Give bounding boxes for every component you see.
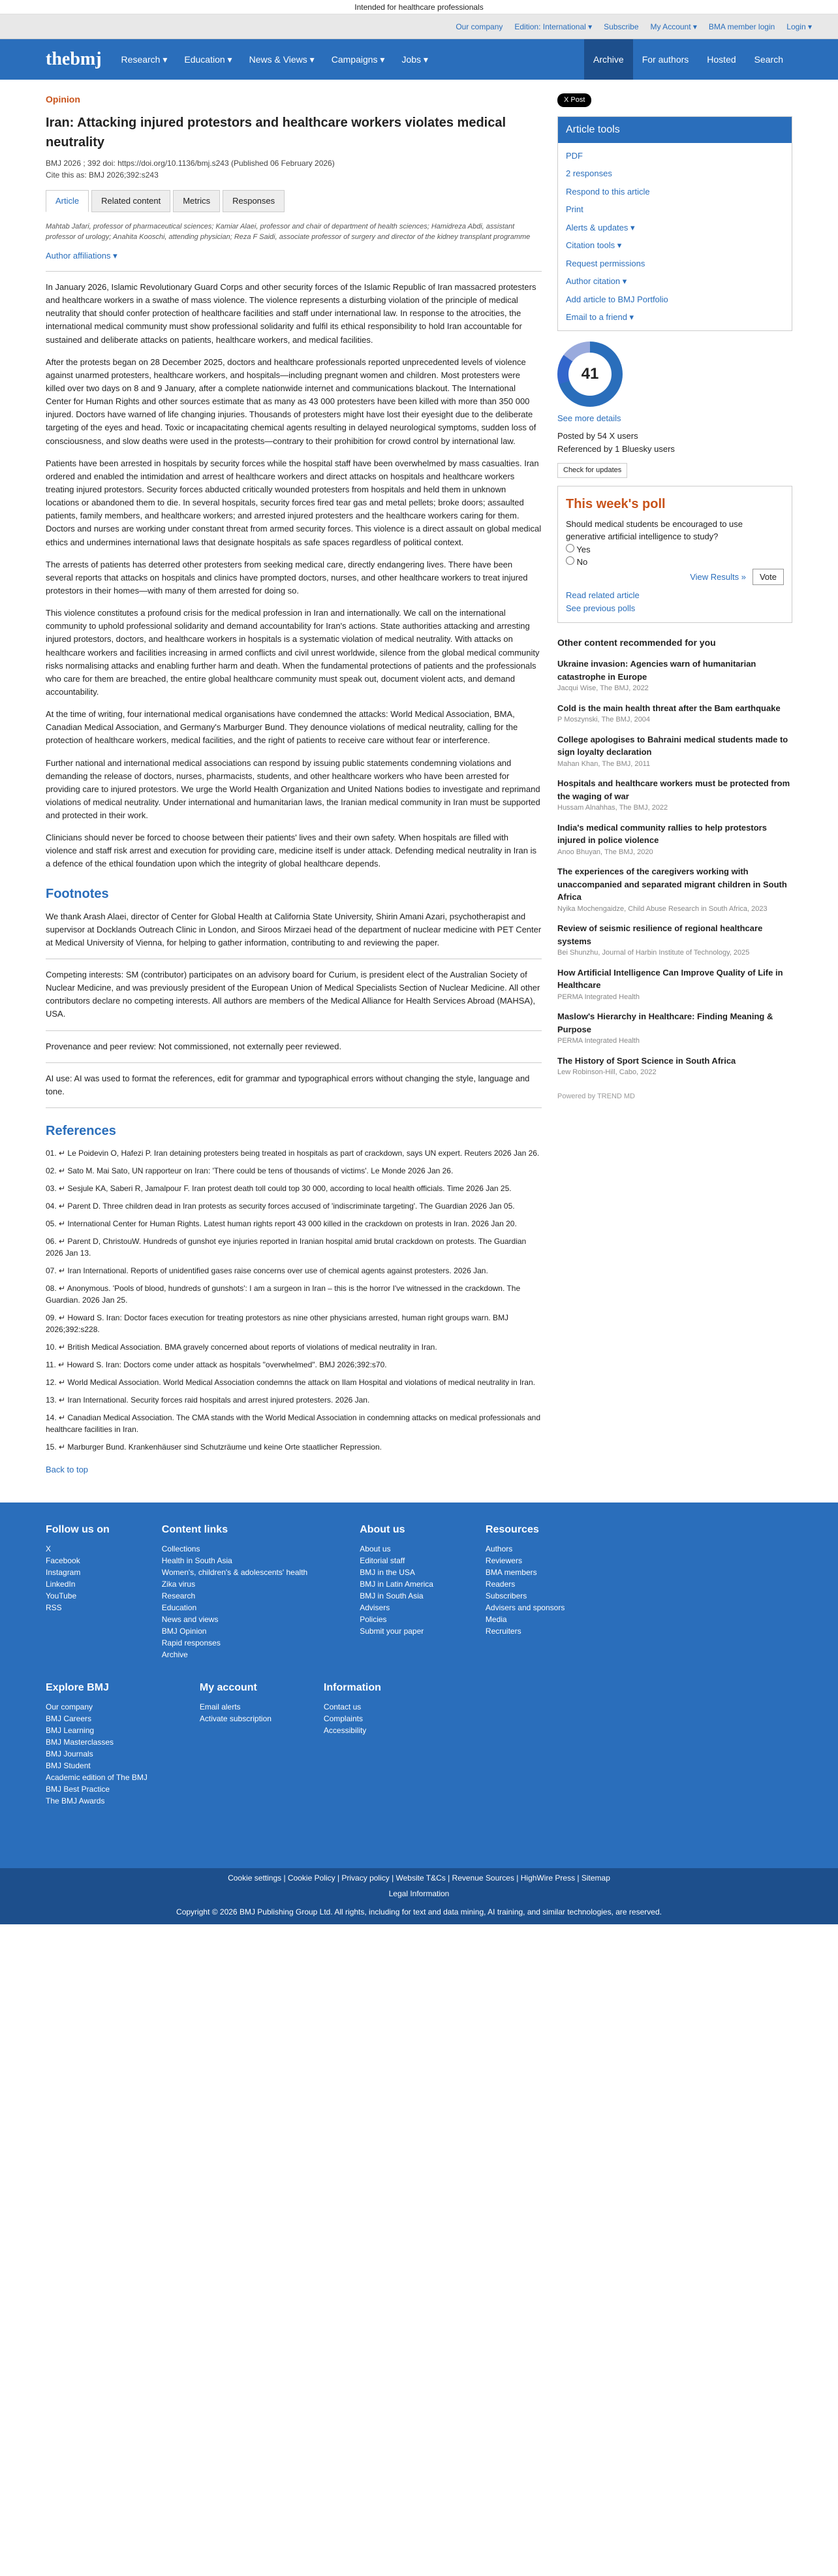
tab[interactable]: Responses: [223, 190, 285, 212]
reference-item[interactable]: 06. ↵ Parent D, ChristouW. Hundreds of gunshot eye injuries reported in Iranian hospital amid brutal crackdown on protests. The Guardian 2026 Jan 13.: [46, 1237, 527, 1258]
recommended-meta: Bei Shunzhu, Journal of Harbin Institute of Technology, 2025: [557, 949, 750, 957]
reference-item[interactable]: 07. ↵ Iran International. Reports of unidentified gases raise concerns over use of chemical agents against protesters. 2026 Jan.: [46, 1266, 488, 1276]
reference-item[interactable]: 02. ↵ Sato M. Mai Sato, UN rapporteur on Iran: 'There could be tens of thousands of victims'. Le Monde 2026 Jan 26.: [46, 1166, 454, 1176]
footer-link[interactable]: YouTube: [46, 1591, 77, 1600]
related-article-link[interactable]: Read related article: [566, 590, 640, 600]
recommended-heading: Other content recommended for you: [557, 637, 716, 648]
poll-question: Should medical students be encouraged to use generative artificial intelligence to study?: [566, 518, 743, 541]
utility-link[interactable]: Our company: [456, 22, 503, 31]
nav-item[interactable]: News & Views ▾: [249, 54, 315, 65]
footnotes-heading: Footnotes: [46, 886, 109, 901]
altmetric-score: 41: [568, 353, 612, 396]
nav-item[interactable]: Jobs ▾: [401, 54, 428, 65]
nav-item[interactable]: Campaigns ▾: [331, 54, 385, 65]
footer-link[interactable]: BMJ in the USA: [360, 1567, 415, 1577]
poll-no-label: No: [576, 557, 588, 567]
recommended-title[interactable]: The History of Sport Science in South Africa: [557, 1055, 736, 1066]
recommended-meta: Lew Robinson-Hill, Cabo, 2022: [557, 1068, 657, 1076]
author-affiliations-toggle[interactable]: Author affiliations ▾: [46, 250, 117, 261]
vote-button[interactable]: Vote: [753, 569, 784, 586]
footer-link[interactable]: Education: [161, 1602, 197, 1612]
nav-right-item[interactable]: For authors: [642, 54, 689, 65]
article-tools: [557, 116, 792, 331]
footer-heading: Follow us on: [46, 1523, 110, 1535]
recommended-title[interactable]: How Artificial Intelligence Can Improve Quality of Life in Healthcare: [557, 967, 783, 990]
poll-yes-label: Yes: [576, 544, 591, 554]
nav-right-item[interactable]: Archive: [584, 39, 633, 80]
poll-yes-radio[interactable]: [566, 544, 574, 552]
footer-column: [200, 1680, 272, 1807]
footer-link[interactable]: Submit your paper: [360, 1626, 424, 1636]
utility-link[interactable]: My Account ▾: [650, 22, 697, 31]
recommended-title[interactable]: India's medical community rallies to help protestors injured in police violence: [557, 822, 767, 845]
altmetric-badge[interactable]: [557, 342, 623, 407]
footer-link[interactable]: Our company: [46, 1702, 93, 1711]
footer-link[interactable]: Research: [161, 1591, 196, 1600]
acknowledgements: We thank Arash Alaei, director of Center for Global Health at California State University, Shirin Amani Azari, psychotherapist and supervisor at Docklands Outreach Clinic in London, and Siroos Mirzaei head of the department of nuclear medicine with PET Center at Medical University of Vienna, for helping to gather information, contributing to and reviewing the paper.: [46, 911, 542, 947]
reference-item[interactable]: 11. ↵ Howard S. Iran: Doctors come under attack as hospitals "overwhelmed". BMJ 2026;392:s70.: [46, 1360, 387, 1370]
footer-link[interactable]: Reviewers: [485, 1555, 522, 1565]
footer-link[interactable]: BMA members: [485, 1567, 537, 1577]
footer-link[interactable]: BMJ Learning: [46, 1725, 95, 1735]
footer-column: [486, 1522, 565, 1661]
ai-use: AI use: AI was used to format the references, edit for grammar and typographical errors without changing the style, language and tone.: [46, 1073, 530, 1096]
nav-right-item[interactable]: Hosted: [707, 54, 736, 65]
body-paragraph: Clinicians should never be forced to choose between their patients' lives and their own safety. When hospitals are filled with violence and staff risk arrest and execution for providing care, medicine itself is under attack. Defending medical neutrality in Iran is a defence of the ethical foundation upon which the integrity of global healthcare depends.: [46, 833, 536, 869]
footer-heading: Resources: [485, 1523, 539, 1535]
article-tool-item[interactable]: Add article to BMJ Portfolio: [566, 294, 668, 304]
utility-link[interactable]: BMA member login: [708, 22, 775, 31]
utility-link[interactable]: Login ▾: [786, 22, 812, 31]
article-tool-item[interactable]: Author citation ▾: [566, 276, 627, 286]
footer-link[interactable]: The BMJ Awards: [46, 1796, 105, 1805]
article-main: [46, 93, 542, 1476]
article-tool-item[interactable]: Email to a friend ▾: [566, 312, 634, 322]
reference-item[interactable]: 15. ↵ Marburger Bund. Krankenhäuser sind Schutzräume und keine Orte staatlicher Repression.: [46, 1442, 382, 1452]
copyright: Copyright © 2026 BMJ Publishing Group Ltd. All rights, including for text and data mining, AI training, and similar technologies, are reserved.: [0, 1900, 838, 1924]
article-tool-item[interactable]: PDF: [566, 150, 583, 161]
footer-heading: About us: [360, 1523, 405, 1535]
footer-column: [46, 1522, 110, 1661]
body-paragraph: At the time of writing, four international medical organisations have condemned the attacks: World Medical Association, BMA, Canadian Medical Association, and Germany's Marburger Bund. They denounce violations of medical neutrality, calling for the protection of healthcare workers, medical facilities, and the right of patients to receive care without fear or interference.: [46, 709, 518, 746]
article-tool-item[interactable]: 2 responses: [566, 168, 612, 178]
utility-bar: [0, 14, 838, 39]
footer-link[interactable]: Archive: [161, 1649, 188, 1659]
footer-link[interactable]: Instagram: [46, 1567, 81, 1577]
previous-polls-link[interactable]: See previous polls: [566, 603, 636, 613]
footer-column: [324, 1680, 381, 1807]
reference-item[interactable]: 03. ↵ Sesjule KA, Saberi R, Jamalpour F. Iran protest death toll could top 30 000, according to local health officials. Time 2026 Jan 25.: [46, 1184, 512, 1194]
footer-heading: Content links: [161, 1523, 228, 1535]
reference-item[interactable]: 13. ↵ Iran International. Security forces raid hospitals and arrest injured protesters. 2026 Jan.: [46, 1395, 370, 1405]
article-tool-item[interactable]: Citation tools ▾: [566, 240, 622, 250]
footer-column: [46, 1680, 147, 1807]
nav-item[interactable]: Research ▾: [121, 54, 168, 65]
body-paragraph: In January 2026, Islamic Revolutionary Guard Corps and other security forces of the Islamic Republic of Iran massacred protesters and healthcare workers in a swathe of mass violence. The violence represents a disturbing violation of the principle of medical neutrality that should confer protection of healthcare facilities and staff under international law. In response to the atrocities, the international medical community must show professional solidarity and fulfil its ethical responsibility to hold Iran accountable for sustained and deliberate attacks on patients, healthcare workers, and medical facilities.: [46, 282, 536, 345]
article-title: Iran: Attacking injured protestors and healthcare workers violates medical neutrality: [46, 116, 506, 150]
reference-item[interactable]: 14. ↵ Canadian Medical Association. The CMA stands with the World Medical Association in condemning attacks on medical professionals and healthcare facilities in Iran.: [46, 1413, 541, 1435]
footer-link[interactable]: Contact us: [323, 1702, 362, 1711]
reference-item[interactable]: 01. ↵ Le Poidevin O, Hafezi P. Iran detaining protesters being treated in hospitals as part of crackdown, says UN expert. Reuters 2026 Jan 26.: [46, 1149, 540, 1158]
provenance: Provenance and peer review: Not commissioned, not externally peer reviewed.: [46, 1041, 342, 1051]
competing-interests: Competing interests: SM (contributor) participates on an advisory board for Curium, is president elect of the Australian Society of Nuclear Medicine, and was previously president of the European Union of Medical Specialists Section of Nuclear Medicine. All other contributors declare no competing interests. All authors are members of the Medical Alliance for Health Services Abroad (MAHSA), USA.: [46, 970, 540, 1019]
footer-link[interactable]: Advisers and sponsors: [485, 1602, 565, 1612]
recommended-title[interactable]: The experiences of the caregivers working with unaccompanied and separated migrant children in South Africa: [557, 867, 787, 902]
utility-link[interactable]: Edition: International ▾: [514, 22, 593, 31]
footer-link[interactable]: About us: [360, 1544, 391, 1553]
references-heading: References: [46, 1124, 116, 1139]
reference-item[interactable]: 05. ↵ International Center for Human Rights. Latest human rights report 43 000 killed in the crackdown on protests in Iran. 2026 Jan 20.: [46, 1219, 517, 1229]
footer-link[interactable]: Academic edition of The BMJ: [46, 1772, 147, 1782]
utility-link[interactable]: Subscribe: [604, 22, 639, 31]
footer-link[interactable]: Policies: [360, 1614, 387, 1624]
footer-link[interactable]: RSS: [46, 1602, 62, 1612]
nav-right-item[interactable]: Search: [754, 54, 783, 65]
notice: Intended for healthcare professionals: [0, 0, 838, 14]
poll-no-radio[interactable]: [566, 556, 574, 565]
see-more-details-link[interactable]: See more details: [557, 413, 621, 423]
footer-link[interactable]: BMJ Best Practice: [46, 1784, 110, 1794]
recommended-title[interactable]: Hospitals and healthcare workers must be protected from the waging of war: [557, 778, 790, 801]
cite-this: Cite this as: BMJ 2026;392:s243: [46, 170, 159, 180]
footer-heading: My account: [199, 1681, 257, 1693]
footer-link[interactable]: Accessibility: [323, 1725, 367, 1735]
footer-link[interactable]: Advisers: [360, 1602, 390, 1612]
legal-info[interactable]: Legal Information: [0, 1888, 838, 1900]
article-tool-item[interactable]: Respond to this article: [566, 186, 650, 197]
footer-link[interactable]: Activate subscription: [199, 1713, 272, 1723]
footer-link[interactable]: BMJ Opinion: [161, 1626, 207, 1636]
footer-link[interactable]: Zika virus: [161, 1579, 196, 1589]
footer-link[interactable]: Collections: [161, 1544, 200, 1553]
article-tool-item[interactable]: Print: [566, 204, 583, 214]
footer-link[interactable]: Email alerts: [199, 1702, 241, 1711]
poll-heading: This week's poll: [566, 496, 666, 511]
recommended-meta: Nyika Mochengaidze, Child Abuse Research in South Africa, 2023: [557, 904, 768, 913]
recommended-meta: PERMA Integrated Health: [557, 1037, 640, 1045]
view-results-link[interactable]: View Results »: [690, 571, 746, 582]
legal-links[interactable]: Cookie settings | Cookie Policy | Privacy policy | Website T&Cs | Revenue Sources | HighWire Press | Sitemap: [0, 1868, 838, 1888]
reference-item[interactable]: 10. ↵ British Medical Association. BMA gravely concerned about reports of violations of medical neutrality in Iran.: [46, 1343, 437, 1352]
footer-link[interactable]: BMJ Careers: [46, 1713, 92, 1723]
recommended-title[interactable]: Maslow's Hierarchy in Healthcare: Finding Meaning & Purpose: [557, 1011, 773, 1034]
footer-link[interactable]: Rapid responses: [161, 1638, 221, 1647]
check-for-updates-button[interactable]: Check for updates: [557, 463, 627, 478]
site-footer: [0, 1503, 838, 1868]
recommended-meta: PERMA Integrated Health: [557, 993, 640, 1001]
footer-link[interactable]: Editorial staff: [360, 1555, 405, 1565]
section-label: Opinion: [46, 94, 80, 104]
footer-column: [162, 1522, 307, 1661]
footer-heading: Explore BMJ: [46, 1681, 109, 1693]
x-post-button[interactable]: X Post: [557, 93, 591, 107]
footer-link[interactable]: Health in South Asia: [161, 1555, 232, 1565]
footer-link[interactable]: BMJ Masterclasses: [46, 1737, 114, 1747]
body-paragraph: Further national and international medical associations can respond by issuing public statements condemning violations and demanding the release of doctors, nurses, pharmacists, students, and other healthcare workers who have been arrested for providing care to injured protestors. We urge the World Health Organization and United Nations bodies to investigate and reprimand violations of medical neutrality. Under international and humanitarian laws, the Iranian medical community in Iran must be supported and protected in their work.: [46, 757, 540, 821]
reference-item[interactable]: 04. ↵ Parent D. Three children dead in Iran protests as security forces accused of 'indiscriminate targeting'. The Guardian 2026 Jan 05.: [46, 1201, 515, 1211]
recommended-title[interactable]: College apologises to Bahraini medical students made to sign loyalty declaration: [557, 734, 788, 757]
footer-link[interactable]: Readers: [485, 1579, 516, 1589]
reference-item[interactable]: 12. ↵ World Medical Association. World Medical Association condemns the attack on Ilam Hospital and violations of medical neutrality in Iran.: [46, 1378, 535, 1388]
reference-item[interactable]: 09. ↵ Howard S. Iran: Doctor faces execution for treating protestors as nine other physicians arrested, human right groups warn. BMJ 2026;392:s228.: [46, 1313, 509, 1335]
body-paragraph: Patients have been arrested in hospitals by security forces while the hospital staff have been overwhelmed by mass casualties. Iran ordered and enabled the intimidation and arrest of healthcare workers and direct attacks on hospitals and healthcare workers treating injured protestors. Security forces abducted critically wounded protesters from hospitals and held them in unknown locations or abandoned them to die. In several hospitals, security forces fired tear gas and metal pellets; broke doors; assaulted patients, family members, and healthcare workers; and arrested injured protesters and the healthcare workers caring for them. Doctors and nurses are working under constant threat from armed security forces. This violence is a direct assault on global medical ethics and undermines international laws that designate hospitals as safe spaces regardless of political context.: [46, 458, 542, 547]
footer-link[interactable]: News and views: [161, 1614, 219, 1624]
poll-box: [557, 486, 792, 624]
body-paragraph: This violence constitutes a profound crisis for the medical profession in Iran and internationally. We call on the international community to uphold professional solidarity and demand accountability for Iran's actions. State authorities attacking and arresting injured protestors, doctors, and healthcare workers in hospitals is a systematic violation of medical neutrality. With attacks on healthcare workers and facilities increasing in armed conflicts and civil unrest worldwide, silence from the global medical community risks normalising attacks and enabling further harm and death. When the fundamental protections of patients and the professionals who care for them are breached, the entire global healthcare community must speak out, document violent acts, and demand accountability.: [46, 608, 540, 697]
footer-link[interactable]: X: [46, 1544, 52, 1553]
footer-link[interactable]: BMJ Journals: [46, 1749, 93, 1758]
footer-link[interactable]: Women's, children's & adolescents' health: [161, 1567, 308, 1577]
article-tools-heading: Article tools: [558, 117, 792, 143]
recommended-title[interactable]: Ukraine invasion: Agencies warn of humanitarian catastrophe in Europe: [557, 659, 756, 682]
article-tool-item[interactable]: Alerts & updates ▾: [566, 222, 635, 232]
footer-link[interactable]: Complaints: [323, 1713, 363, 1723]
author-list: Mahtab Jafari, professor of pharmaceutical sciences; Kamiar Alaei, professor and chair of department of health sciences; Hamidreza Abdi, assistant professor of urology; Anahita Kooschi, attending physician; Reza F Saidi, associate professor of surgery and director of the kidney transplant programme: [46, 222, 531, 241]
article-tool-item[interactable]: Request permissions: [566, 258, 645, 268]
recommended-title[interactable]: Cold is the main health threat after the Bam earthquake: [557, 703, 781, 713]
tab[interactable]: Metrics: [173, 190, 220, 212]
footer-link[interactable]: Subscribers: [485, 1591, 527, 1600]
body-paragraph: After the protests began on 28 December 2025, doctors and healthcare professionals reported unprecedented levels of violence against unarmed protesters, healthcare workers, and hospitals—including pregnant women and children. Most protesters were killed over two days on 8 and 9 January, after a complete nationwide internet and communications blackout. The International Center for Human Rights and other sources estimate that as many as 43 000 protesters have been killed with more than 350 000 injured. Doctors have warned of life changing injuries. Thousands of protesters might have lost their eyesight due to the deliberate targeting of the eyes and head. Toxic or incapacitating chemical agents resulting in delayed neurological symptoms, sudden loss of consciousness, and slow deaths were used in the protests—contrary to their prohibition for crowd control by international law.: [46, 357, 536, 446]
footer-column: [360, 1522, 433, 1661]
footer-link[interactable]: Authors: [485, 1544, 513, 1553]
back-to-top-link[interactable]: Back to top: [46, 1465, 89, 1475]
footer-link[interactable]: BMJ Student: [46, 1760, 91, 1770]
tab[interactable]: Article: [46, 190, 89, 212]
footer-link[interactable]: Facebook: [46, 1555, 80, 1565]
recommended-meta: Hussam Alnahhas, The BMJ, 2022: [557, 804, 668, 812]
recommended-meta: Mahan Khan, The BMJ, 2011: [557, 759, 651, 768]
main-nav: [0, 39, 838, 80]
footer-link[interactable]: LinkedIn: [46, 1579, 76, 1589]
footer-link[interactable]: Media: [485, 1614, 507, 1624]
posted-by: Posted by 54 X users: [557, 431, 638, 441]
footer-link[interactable]: Recruiters: [485, 1626, 521, 1636]
trendmd-credit: Powered by TREND MD: [557, 1092, 635, 1100]
recommended-meta: P Moszynski, The BMJ, 2004: [557, 716, 651, 724]
footer-heading: Information: [323, 1681, 381, 1693]
citation-doi: BMJ 2026 ; 392 doi: https://doi.org/10.1136/bmj.s243 (Published 06 February 2026): [46, 159, 335, 168]
referenced-by: Referenced by 1 Bluesky users: [557, 443, 675, 454]
recommended-title[interactable]: Review of seismic resilience of regional healthcare systems: [557, 923, 763, 946]
recommended-meta: Jacqui Wise, The BMJ, 2022: [557, 684, 649, 692]
recommended-meta: Anoo Bhuyan, The BMJ, 2020: [557, 848, 653, 856]
footer-link[interactable]: BMJ in South Asia: [360, 1591, 424, 1600]
reference-item[interactable]: 08. ↵ Anonymous. 'Pools of blood, hundreds of gunshots': I am a surgeon in Iran – this is the horror I've witnessed in the crackdown. The Guardian. 2026 Jan 25.: [46, 1284, 521, 1305]
logo[interactable]: thebmj: [46, 49, 102, 69]
nav-item[interactable]: Education ▾: [184, 54, 232, 65]
body-paragraph: The arrests of patients has deterred other protesters from seeking medical care, directly endangering lives. There have been several reports that attacks on hospitals and clinics have prompted doctors, nurses, and other healthcare workers to treat injured protestors in their homes—with many of them arrested for doing so.: [46, 559, 528, 596]
footer-link[interactable]: BMJ in Latin America: [360, 1579, 433, 1589]
tab[interactable]: Related content: [91, 190, 170, 212]
sidebar: [557, 93, 792, 1476]
